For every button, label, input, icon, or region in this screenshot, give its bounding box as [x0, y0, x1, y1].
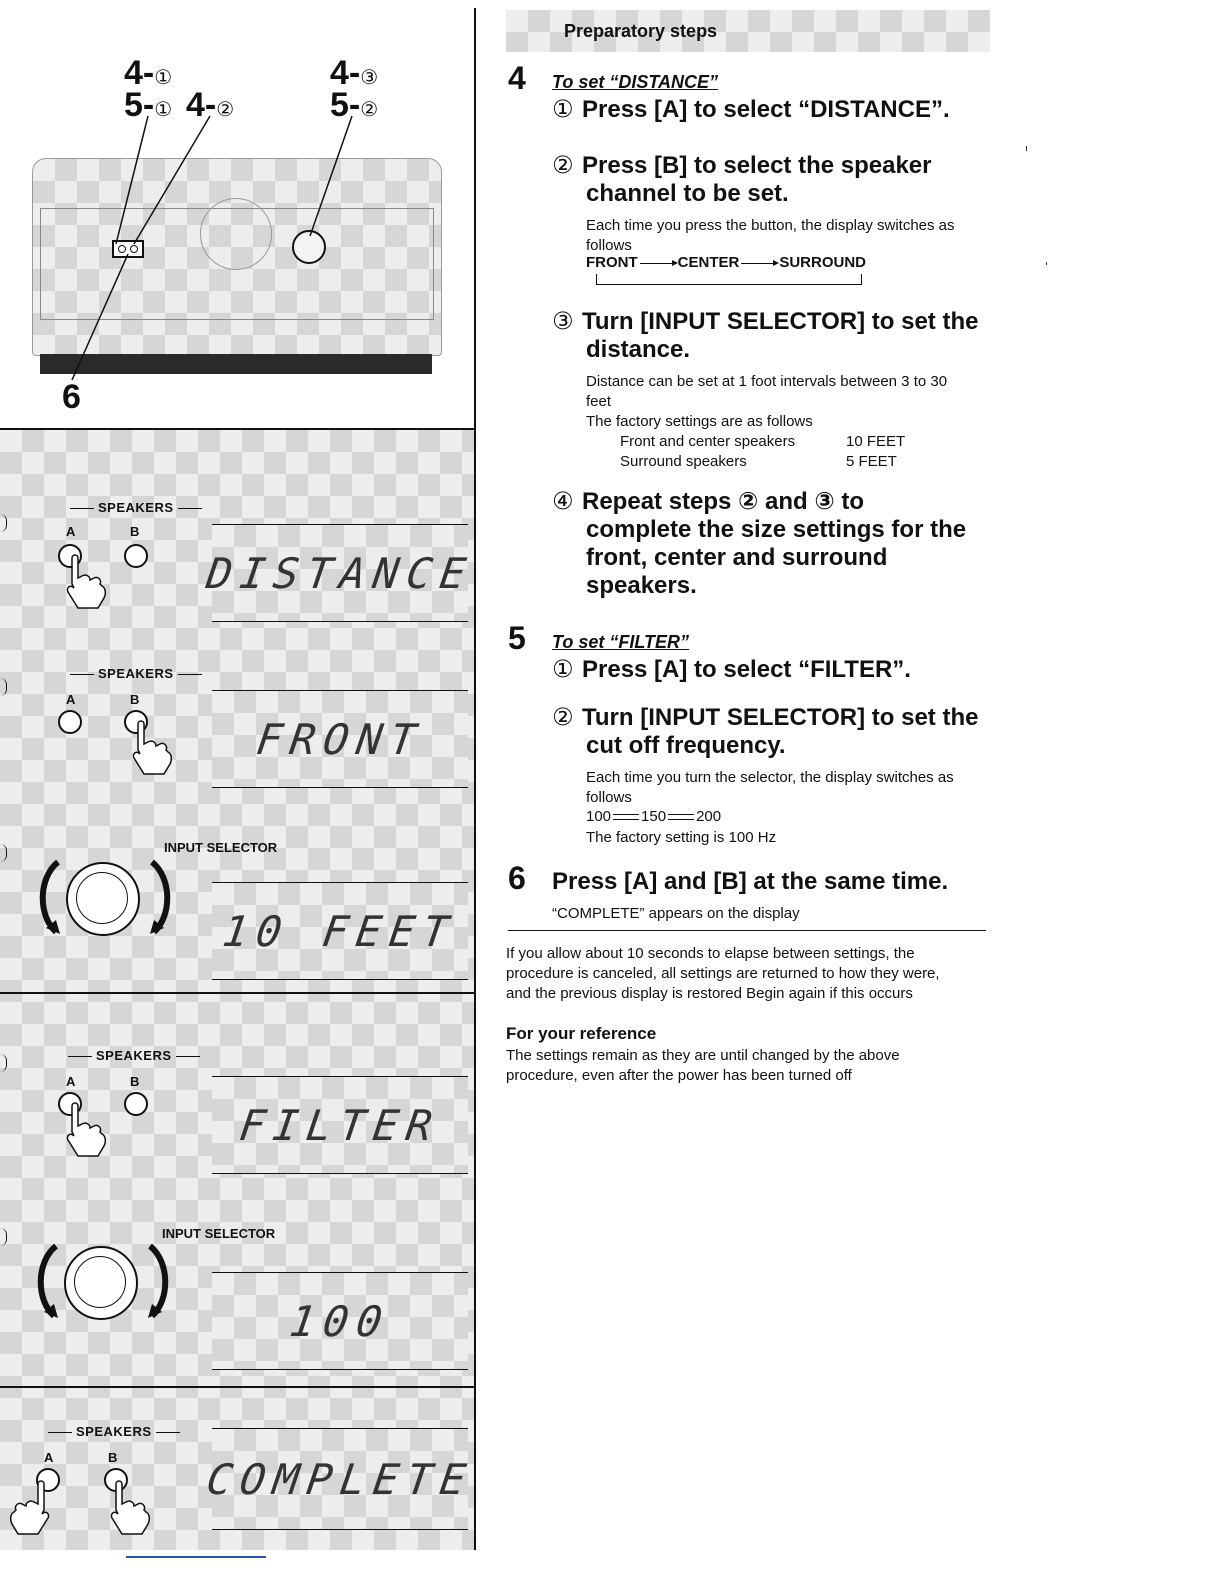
frequency-cycle: 100 150 200 [586, 808, 722, 825]
speakers-label: SPEAKERS [64, 1048, 204, 1063]
button-a-label: A [44, 1450, 54, 1465]
panel-filter [0, 994, 476, 1182]
surround-value: 5 FEET [846, 453, 897, 470]
input-selector-knob[interactable] [66, 862, 140, 936]
step-5-1: ① Press [A] to select “FILTER”. [552, 656, 911, 683]
edge-mark [0, 678, 7, 696]
step-4-2-cont: channel to be set. [586, 180, 789, 207]
step-4-subtitle: To set “DISTANCE” [552, 72, 719, 92]
step-6-number: 6 [508, 860, 526, 896]
speakers-label: SPEAKERS [44, 1424, 184, 1439]
button-a-label: A [66, 524, 76, 539]
step-4-4: ④ Repeat steps ② and ③ to [552, 488, 865, 515]
panel-complete [0, 1388, 476, 1550]
step-4-3-body-cont: feet [586, 393, 612, 410]
reference-title: For your reference [506, 1024, 657, 1043]
step-4-number: 4 [508, 60, 526, 96]
callout-4-3: 4-③ [330, 54, 379, 92]
leader-lines [0, 8, 476, 430]
step-4-4-cont3: speakers. [586, 572, 697, 599]
rotate-left-arrow-icon [34, 858, 64, 936]
step-4-4-cont1: complete the size settings for the [586, 516, 967, 543]
step-5-2-body: Each time you turn the selector, the display switches as [586, 769, 954, 786]
reference-line1: The settings remain as they are until changed by the above [506, 1047, 900, 1064]
pressing-hand-icon [64, 1102, 108, 1158]
input-selector-label: INPUT SELECTOR [164, 840, 278, 855]
callout-4-2: 4-② [186, 86, 235, 124]
timeout-note-line1: If you allow about 10 seconds to elapse between settings, the [506, 945, 915, 962]
speakers-label: SPEAKERS [66, 666, 206, 681]
step-4-2-body-cont: follows [586, 237, 632, 254]
rotate-left-arrow-icon [32, 1242, 62, 1320]
receiver-diagram [0, 8, 476, 430]
edge-mark [0, 1054, 7, 1072]
preparatory-steps-header [506, 10, 990, 52]
input-selector-knob[interactable] [64, 1246, 138, 1320]
step-4-4-cont2: front, center and surround [586, 544, 888, 571]
speakers-b-button[interactable] [124, 1092, 148, 1116]
callout-5-1: 5-① [124, 86, 173, 124]
display-complete: COMPLETE [212, 1428, 468, 1530]
panel-front [0, 610, 476, 778]
step-6-body: “COMPLETE” appears on the display [552, 905, 800, 922]
pressing-hand-icon [8, 1480, 52, 1536]
step-illustrations [0, 430, 476, 1550]
section-divider [508, 930, 986, 931]
speakers-a-button[interactable] [58, 710, 82, 734]
speaker-channel-flow: FRONT CENTER SURROUND [586, 254, 867, 271]
step-4-2-body: Each time you press the button, the display switches as [586, 217, 955, 234]
rotate-right-arrow-icon [144, 1242, 174, 1320]
rotate-right-arrow-icon [146, 858, 176, 936]
display-distance: DISTANCE [212, 524, 468, 622]
display-front: FRONT [212, 690, 468, 788]
button-b-label: B [130, 1074, 140, 1089]
margin-tick [1046, 262, 1047, 265]
flow-return-arrow [596, 274, 862, 285]
surround-label: Surround speakers [620, 453, 747, 470]
panel-distance [0, 430, 476, 610]
bottom-accent-line [126, 1556, 266, 1558]
step-4-2: ② Press [B] to select the speaker [552, 152, 932, 179]
display-filter: FILTER [212, 1076, 468, 1174]
edge-mark [0, 514, 7, 532]
edge-mark [0, 844, 7, 862]
speakers-label: SPEAKERS [66, 500, 206, 515]
step-5-2-body-cont: follows [586, 789, 632, 806]
panel-frequency [0, 1182, 476, 1386]
callout-6: 6 [62, 378, 81, 416]
button-a-label: A [66, 1074, 76, 1089]
timeout-note-line2: procedure is canceled, all settings are returned to how they were, [506, 965, 940, 982]
margin-tick [1026, 146, 1027, 151]
step-5-2-cont: cut off frequency. [586, 732, 786, 759]
callout-4-1: 4-① [124, 54, 173, 92]
edge-mark [0, 1228, 7, 1246]
button-b-label: B [130, 524, 140, 539]
front-center-label: Front and center speakers [620, 433, 796, 450]
button-b-label: B [108, 1450, 118, 1465]
button-b-label: B [130, 692, 140, 707]
input-selector-label: INPUT SELECTOR [162, 1226, 276, 1241]
step-4-1: ① Press [A] to select “DISTANCE”. [552, 96, 950, 123]
step-4-3: ③ Turn [INPUT SELECTOR] to set the [552, 308, 979, 335]
step-5-number: 5 [508, 620, 526, 656]
speakers-b-button[interactable] [124, 544, 148, 568]
reference-line2: procedure, even after the power has been turned off [506, 1067, 852, 1084]
step-5-subtitle: To set “FILTER” [552, 632, 689, 652]
step-5-2: ② Turn [INPUT SELECTOR] to set the [552, 704, 979, 731]
step-4-3-cont: distance. [586, 336, 691, 363]
step-4-3-factory: The factory settings are as follows [586, 413, 813, 430]
step-5-factory: The factory setting is 100 Hz [586, 829, 777, 846]
pressing-hand-icon [108, 1480, 152, 1536]
front-center-value: 10 FEET [846, 433, 906, 450]
timeout-note-line3: and the previous display is restored Begin again if this occurs [506, 985, 913, 1002]
callout-5-2: 5-② [330, 86, 379, 124]
pressing-hand-icon [130, 720, 174, 776]
display-frequency: 100 [212, 1272, 468, 1370]
header-title: Preparatory steps [564, 21, 718, 41]
step-4-3-body: Distance can be set at 1 foot intervals between 3 to 30 [586, 373, 948, 390]
button-a-label: A [66, 692, 76, 707]
pressing-hand-icon [64, 554, 108, 610]
panel-feet [0, 778, 476, 992]
display-feet: 10 FEET [212, 882, 468, 980]
step-6-text: Press [A] and [B] at the same time. [552, 868, 949, 895]
